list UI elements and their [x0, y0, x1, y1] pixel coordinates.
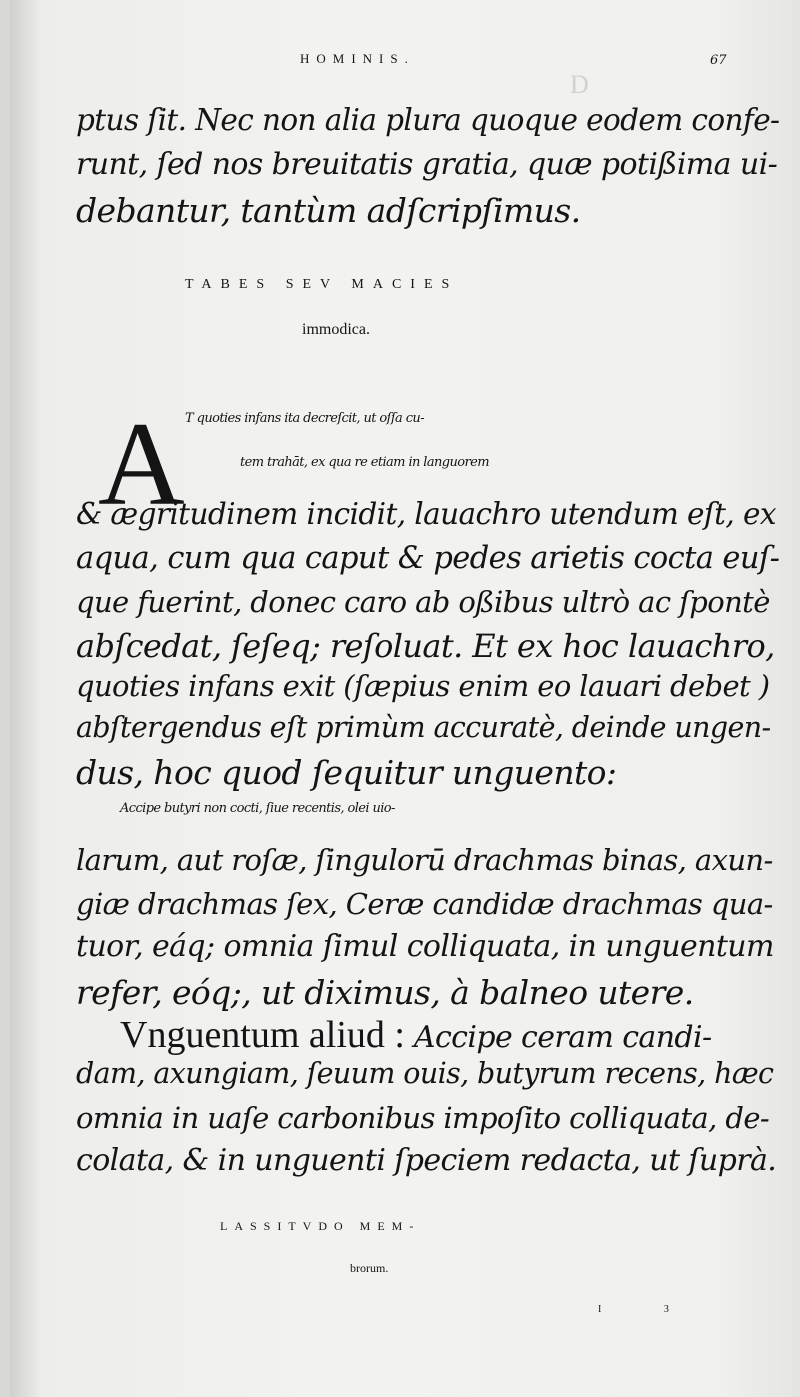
book-page — [10, 0, 800, 1397]
text-line: aqua, cum qua caput & pedes arietis cocta euſ- — [76, 541, 780, 576]
text-line: abſtergendus eſt primùm accuratè, deinde ungen- — [76, 711, 771, 744]
text-line: dus, hoc quod ſequitur unguento: — [76, 753, 617, 792]
text-line: Accipe butyri non cocti, ſiue recentis, olei uio- — [120, 801, 395, 816]
page-number: 67 — [710, 53, 727, 68]
text-line: refer, eóq;, ut diximus, à balneo utere. — [76, 973, 694, 1012]
text-line: ptus ſit. Nec non alia plura quoque eodem confe- — [76, 103, 780, 137]
running-head: HOMINIS. — [300, 51, 415, 66]
text-line: runt, ſed nos breuitatis gratia, quæ potißima ui- — [76, 147, 778, 182]
drop-cap: A — [98, 397, 185, 530]
show-through-text: D — [570, 70, 589, 99]
text-line: quoties infans exit (ſæpius enim eo lauari debet ) — [76, 669, 770, 703]
recipe-line — [76, 1016, 756, 1054]
text-line: dam, axungiam, ſeuum ouis, butyrum recens, hæc — [76, 1057, 774, 1090]
text-line: tem trahāt, ex qua re etiam in languorem — [240, 455, 489, 470]
recipe-line-rest: Accipe ceram candi- — [404, 1020, 712, 1055]
section-heading-continuation: immodica. — [302, 321, 370, 338]
text-line: giæ drachmas ſex, Ceræ candidæ drachmas qua- — [76, 887, 773, 921]
text-line: tuor, eáq; omnia ſimul colliquata, in unguentum — [76, 929, 774, 964]
text-line: que fuerint, donec caro ab oßibus ultrò ac ſpontè — [76, 585, 770, 619]
section-heading: TABES SEV MACIES — [185, 277, 459, 292]
signature-mark: I 3 — [598, 1304, 699, 1315]
text-line: colata, & in unguenti ſpeciem redacta, ut ſuprà. — [76, 1143, 777, 1178]
text-line: debantur, tantùm adſcripſimus. — [76, 191, 581, 230]
section-heading-continuation: brorum. — [350, 1261, 389, 1275]
text-line: larum, aut roſæ, ſingulorū drachmas binas, axun- — [76, 843, 773, 877]
text-line: T quoties infans ita decreſcit, ut oſſa cu- — [185, 411, 424, 426]
text-line: abſcedat, ſeſeq; reſoluat. Et ex hoc lauachro, — [76, 627, 775, 665]
text-line: & ægritudinem incidit, lauachro utendum eſt, ex — [76, 497, 776, 531]
recipe-lead: Vnguentum aliud : — [120, 1014, 405, 1056]
section-heading: LASSITVDO MEM- — [220, 1219, 421, 1233]
text-line: omnia in uaſe carbonibus impoſito colliquata, de- — [76, 1101, 770, 1135]
